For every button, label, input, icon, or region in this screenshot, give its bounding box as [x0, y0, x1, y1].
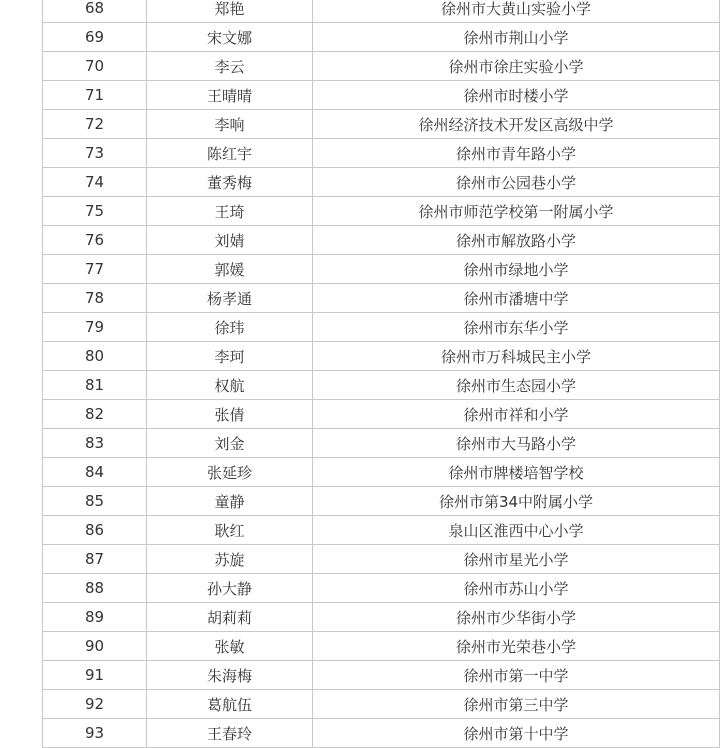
table-row: [43, 516, 720, 545]
teacher-name-cell: 李响: [147, 110, 313, 139]
table-row: [43, 110, 720, 139]
row-number-cell: 85: [43, 487, 147, 516]
table-row: [43, 458, 720, 487]
table-row: [43, 255, 720, 284]
table-row: [43, 632, 720, 661]
row-number-cell: 90: [43, 632, 147, 661]
school-name-cell: 徐州市牌楼培智学校: [313, 458, 720, 487]
teacher-name-cell: 王琦: [147, 197, 313, 226]
school-name-cell: 徐州市祥和小学: [313, 400, 720, 429]
row-number-cell: 79: [43, 313, 147, 342]
table-row: [43, 574, 720, 603]
school-name-cell: 徐州市万科城民主小学: [313, 342, 720, 371]
teacher-name-cell: 郑艳: [147, 0, 313, 23]
teacher-name-cell: 刘婧: [147, 226, 313, 255]
table-row: [43, 429, 720, 458]
school-name-cell: 徐州市徐庄实验小学: [313, 52, 720, 81]
school-name-cell: 徐州市师范学校第一附属小学: [313, 197, 720, 226]
table-row: [43, 226, 720, 255]
table-row: [43, 52, 720, 81]
row-number-cell: 76: [43, 226, 147, 255]
row-number-cell: 88: [43, 574, 147, 603]
school-name-cell: 徐州经济技术开发区高级中学: [313, 110, 720, 139]
teacher-name-cell: 王晴晴: [147, 81, 313, 110]
row-number-cell: 86: [43, 516, 147, 545]
teacher-name-cell: 耿红: [147, 516, 313, 545]
table-row: [43, 545, 720, 574]
school-name-cell: 徐州市第34中附属小学: [313, 487, 720, 516]
teacher-name-cell: 张延珍: [147, 458, 313, 487]
school-name-cell: 徐州市解放路小学: [313, 226, 720, 255]
teacher-name-cell: 李珂: [147, 342, 313, 371]
roster-table: [42, 0, 720, 748]
row-number-cell: 78: [43, 284, 147, 313]
teacher-name-cell: 董秀梅: [147, 168, 313, 197]
table-row: [43, 313, 720, 342]
table-row: [43, 23, 720, 52]
table-row: [43, 168, 720, 197]
row-number-cell: 68: [43, 0, 147, 23]
school-name-cell: 徐州市星光小学: [313, 545, 720, 574]
row-number-cell: 74: [43, 168, 147, 197]
teacher-name-cell: 孙大静: [147, 574, 313, 603]
teacher-name-cell: 徐玮: [147, 313, 313, 342]
table-row: [43, 81, 720, 110]
table-row: [43, 487, 720, 516]
row-number-cell: 91: [43, 661, 147, 690]
school-name-cell: 徐州市时楼小学: [313, 81, 720, 110]
table-row: [43, 197, 720, 226]
school-name-cell: 徐州市大马路小学: [313, 429, 720, 458]
school-name-cell: 徐州市潘塘中学: [313, 284, 720, 313]
teacher-name-cell: 李云: [147, 52, 313, 81]
table-row: [43, 371, 720, 400]
row-number-cell: 71: [43, 81, 147, 110]
row-number-cell: 92: [43, 690, 147, 719]
teacher-name-cell: 郭媛: [147, 255, 313, 284]
row-number-cell: 77: [43, 255, 147, 284]
teacher-name-cell: 苏旋: [147, 545, 313, 574]
row-number-cell: 69: [43, 23, 147, 52]
teacher-name-cell: 葛航伍: [147, 690, 313, 719]
school-name-cell: 徐州市公园巷小学: [313, 168, 720, 197]
row-number-cell: 81: [43, 371, 147, 400]
table-row: [43, 400, 720, 429]
table-row: [43, 719, 720, 748]
row-number-cell: 72: [43, 110, 147, 139]
teacher-name-cell: 陈红宇: [147, 139, 313, 168]
table-row: [43, 661, 720, 690]
row-number-cell: 73: [43, 139, 147, 168]
table-row: [43, 0, 720, 23]
teacher-name-cell: 刘金: [147, 429, 313, 458]
school-name-cell: 徐州市第三中学: [313, 690, 720, 719]
table-row: [43, 603, 720, 632]
row-number-cell: 75: [43, 197, 147, 226]
table-row: [43, 139, 720, 168]
row-number-cell: 84: [43, 458, 147, 487]
school-name-cell: 徐州市大黄山实验小学: [313, 0, 720, 23]
teacher-name-cell: 朱海梅: [147, 661, 313, 690]
school-name-cell: 徐州市光荣巷小学: [313, 632, 720, 661]
teacher-name-cell: 王春玲: [147, 719, 313, 748]
row-number-cell: 83: [43, 429, 147, 458]
school-name-cell: 泉山区淮西中心小学: [313, 516, 720, 545]
teacher-name-cell: 胡莉莉: [147, 603, 313, 632]
row-number-cell: 89: [43, 603, 147, 632]
teacher-name-cell: 张敏: [147, 632, 313, 661]
table-row: [43, 284, 720, 313]
row-number-cell: 82: [43, 400, 147, 429]
teacher-name-cell: 杨孝通: [147, 284, 313, 313]
row-number-cell: 80: [43, 342, 147, 371]
table-row: [43, 690, 720, 719]
school-name-cell: 徐州市东华小学: [313, 313, 720, 342]
school-name-cell: 徐州市少华街小学: [313, 603, 720, 632]
row-number-cell: 93: [43, 719, 147, 748]
teacher-name-cell: 宋文娜: [147, 23, 313, 52]
school-name-cell: 徐州市第十中学: [313, 719, 720, 748]
school-name-cell: 徐州市绿地小学: [313, 255, 720, 284]
teacher-name-cell: 权航: [147, 371, 313, 400]
teacher-name-cell: 童静: [147, 487, 313, 516]
teacher-name-cell: 张倩: [147, 400, 313, 429]
school-name-cell: 徐州市生态园小学: [313, 371, 720, 400]
row-number-cell: 87: [43, 545, 147, 574]
table-row: [43, 342, 720, 371]
school-name-cell: 徐州市苏山小学: [313, 574, 720, 603]
school-name-cell: 徐州市第一中学: [313, 661, 720, 690]
school-name-cell: 徐州市青年路小学: [313, 139, 720, 168]
roster-table-body: [43, 0, 720, 748]
school-name-cell: 徐州市荆山小学: [313, 23, 720, 52]
row-number-cell: 70: [43, 52, 147, 81]
